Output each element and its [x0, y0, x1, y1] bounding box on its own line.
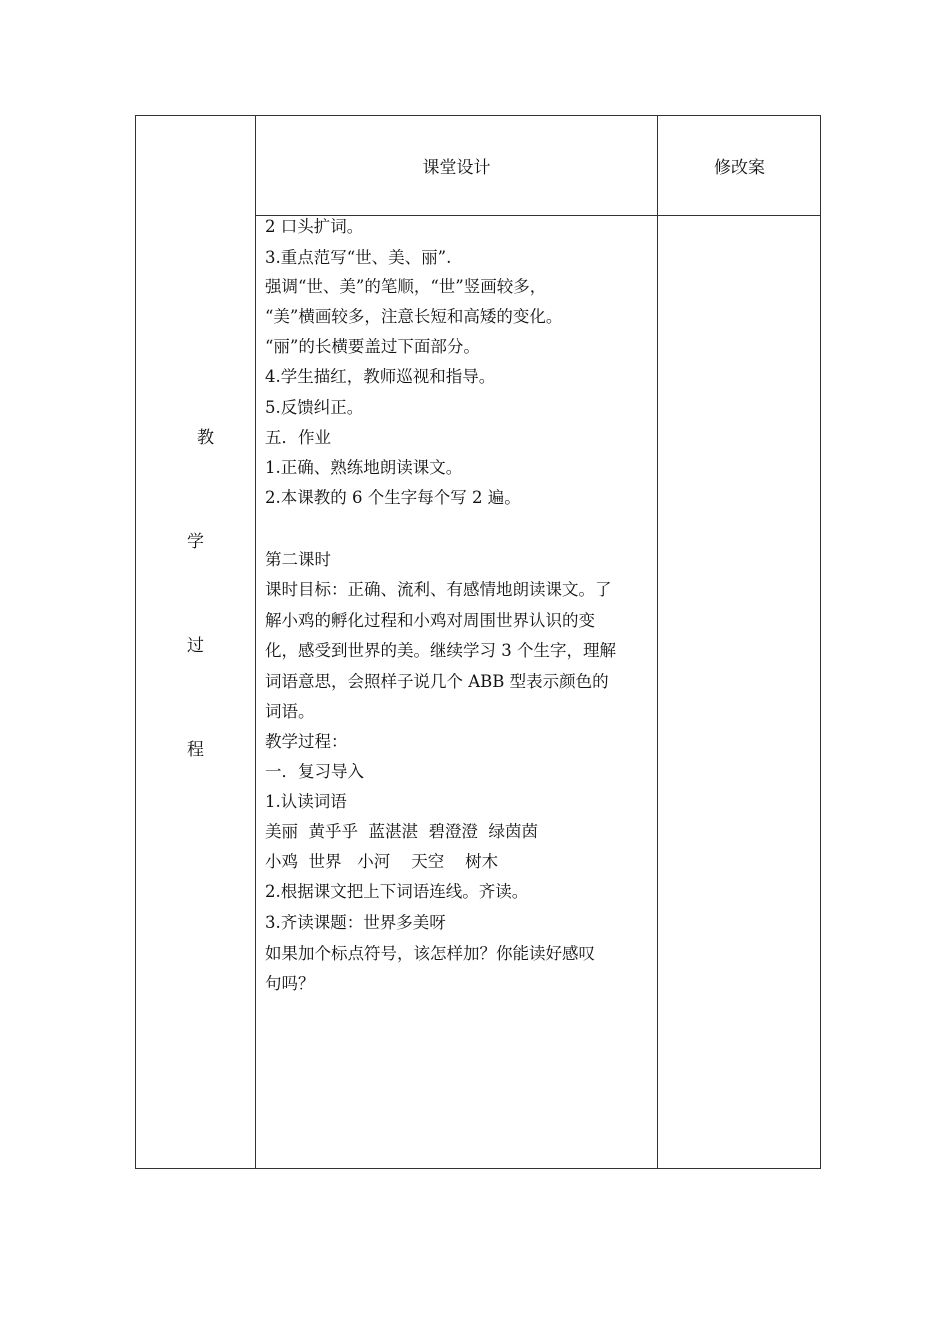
content-line: 2.本课教的 6 个生字每个写 2 遍。 [265, 488, 521, 507]
content-line: 4.学生描红，教师巡视和指导。 [265, 367, 496, 386]
content-line: 5.反馈纠正。 [265, 398, 364, 417]
content-line: 课时目标：正确、流利、有感情地朗读课文。了 [265, 580, 612, 599]
content-line: 词语意思，会照样子说几个 ABB 型表示颜色的 [265, 672, 609, 691]
content-line: “美”横画较多，注意长短和高矮的变化。 [265, 307, 563, 326]
content-line: 化，感受到世界的美。继续学习 3 个生字，理解 [265, 641, 616, 660]
content-line: 教学过程： [265, 732, 348, 751]
content-line: 词语。 [265, 702, 315, 721]
column-divider-right [657, 116, 658, 1168]
content-line: 3.重点范写“世、美、丽”. [265, 248, 452, 267]
design-content [265, 216, 653, 995]
content-line: 美丽 黄乎乎 蓝湛湛 碧澄澄 绿茵茵 [265, 822, 538, 841]
content-line: “丽”的长横要盖过下面部分。 [265, 337, 480, 356]
content-line: 如果加个标点符号，该怎样加？你能读好感叹 [265, 944, 595, 963]
content-line: 小鸡 世界 小河 天空 树木 [265, 852, 499, 871]
content-line: 1.认读词语 [265, 792, 347, 811]
side-label-char: 过 [187, 636, 204, 656]
header-revision: 修改案 [714, 158, 765, 178]
content-line: 2.根据课文把上下词语连线。齐读。 [265, 882, 529, 901]
content-line: 五．作业 [265, 428, 331, 447]
blank-line [265, 517, 653, 539]
content-line: 2 口头扩词。 [265, 217, 364, 236]
content-line: 第二课时 [265, 550, 331, 569]
header-classroom-design: 课堂设计 [422, 158, 491, 178]
content-line: 1.正确、熟练地朗读课文。 [265, 458, 463, 477]
content-line: 句吗？ [265, 974, 315, 993]
content-line: 强调“世、美”的笔顺，“世”竖画较多， [265, 277, 547, 296]
content-line: 3.齐读课题：世界多美呀 [265, 913, 446, 932]
side-label-char: 学 [187, 532, 204, 552]
lesson-plan-table [135, 115, 821, 1169]
column-divider-left [255, 116, 256, 1168]
side-label-char: 教 [197, 428, 214, 448]
content-line: 一．复习导入 [265, 762, 364, 781]
content-line: 解小鸡的孵化过程和小鸡对周围世界认识的变 [265, 611, 595, 630]
side-label-char: 程 [187, 740, 204, 760]
